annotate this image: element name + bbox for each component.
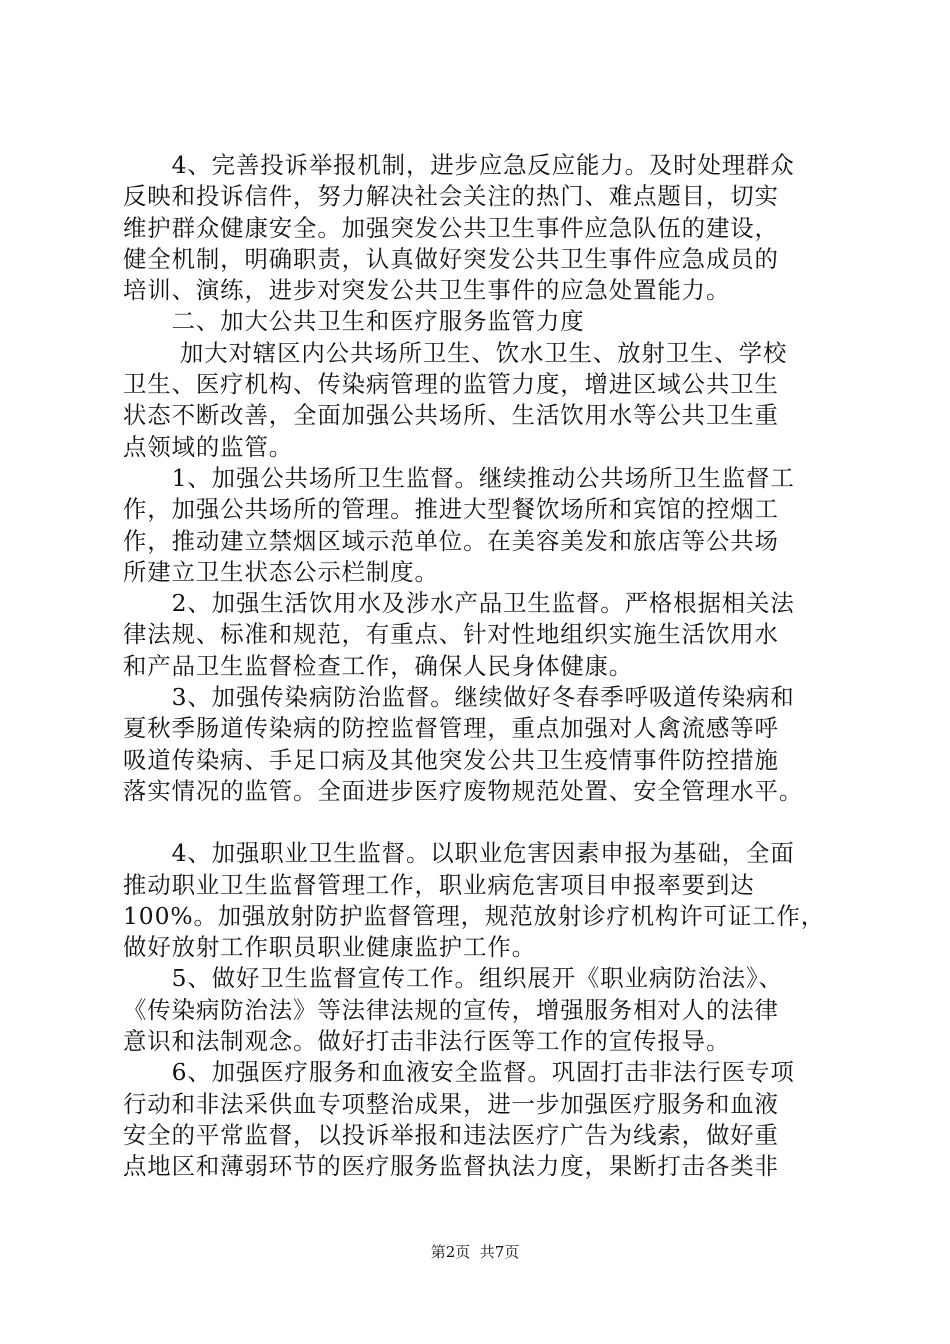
page-footer xyxy=(0,1242,950,1262)
text-line: 二、加大公共卫生和医疗服务监管力度 xyxy=(123,307,585,336)
text-line: 健全机制，明确职责，认真做好突发公共卫生事件应急成员的 xyxy=(123,244,779,273)
text-line: 作，加强公共场所的管理。推进大型餐饮场所和宾馆的控烟工 xyxy=(123,495,779,524)
text-line: 2、加强生活饮用水及涉水产品卫生监督。严格根据相关法 xyxy=(123,589,795,618)
paragraph-medical-blood-safety xyxy=(123,1057,843,1182)
text-line: 3、加强传染病防治监督。继续做好冬春季呼吸道传染病和 xyxy=(123,683,795,712)
text-line: 作，推动建立禁烟区域示范单位。在美容美发和旅店等公共场 xyxy=(123,526,779,555)
text-line: 卫生、医疗机构、传染病管理的监管力度，增进区域公共卫生 xyxy=(123,370,779,399)
text-line: 行动和非法采供血专项整治成果，进一步加强医疗服务和血液 xyxy=(123,1089,779,1118)
text-line: 所建立卫生状态公示栏制度。 xyxy=(123,557,439,586)
text-line: 4、完善投诉举报机制，进步应急反应能力。及时处理群众 xyxy=(123,151,795,179)
paragraph-section-two-intro xyxy=(123,338,843,463)
text-line: 吸道传染病、手足口病及其他突发公共卫生疫情事件防控措施 xyxy=(123,745,779,774)
heading-section-two xyxy=(123,306,843,337)
page-number-label: 第2页 共7页 xyxy=(430,1243,520,1261)
text-line: 安全的平常监督，以投诉举报和违法医疗广告为线索，做好重 xyxy=(123,1120,779,1149)
text-line: 意识和法制观念。做好打击非法行医等工作的宣传报导。 xyxy=(123,1027,731,1056)
text-line: 培训、演练，进步对突发公共卫生事件的应急处置能力。 xyxy=(123,276,731,305)
text-line: 加大对辖区内公共场所卫生、饮水卫生、放射卫生、学校 xyxy=(123,338,788,367)
text-line: 100%。加强放射防护监督管理，规范放射诊疗机构许可证工作， xyxy=(123,901,826,930)
text-line: 做好放射工作职员职业健康监护工作。 xyxy=(123,933,536,962)
text-line: 点地区和薄弱环节的医疗服务监督执法力度，果断打击各类非 xyxy=(123,1152,779,1181)
text-line: 夏秋季肠道传染病的防控监督管理，重点加强对人禽流感等呼 xyxy=(123,714,779,743)
text-line: 推动职业卫生监督管理工作，职业病危害项目申报率要到达 xyxy=(123,870,755,899)
text-line: 维护群众健康安全。加强突发公共卫生事件应急队伍的建设， xyxy=(123,213,779,242)
paragraph-drinking-water xyxy=(123,588,843,682)
text-line: 5、做好卫生监督宣传工作。组织展开《职业病防治法》、 xyxy=(123,964,783,993)
paragraph-occupational-health xyxy=(123,838,843,963)
text-line: 和产品卫生监督检查工作，确保人民身体健康。 xyxy=(123,651,634,680)
paragraph-public-places xyxy=(123,463,843,588)
text-line: 状态不断改善，全面加强公共场所、生活饮用水等公共卫生重 xyxy=(123,401,779,430)
text-line: 落实情况的监管。全面进步医疗废物规范处置、安全管理水平。 xyxy=(123,776,804,805)
paragraph-complaint-mechanism xyxy=(123,150,843,306)
paragraph-publicity xyxy=(123,963,843,1057)
text-line: 反映和投诉信件，努力解决社会关注的热门、难点题目，切实 xyxy=(123,182,779,211)
text-line: 1、加强公共场所卫生监督。继续推动公共场所卫生监督工 xyxy=(123,463,795,492)
text-line: 《传染病防治法》等法律法规的宣传，增强服务相对人的法律 xyxy=(123,995,779,1024)
document-body xyxy=(123,150,843,1183)
text-line: 点领域的监管。 xyxy=(123,432,294,461)
text-line: 律法规、标准和规范，有重点、针对性地组织实施生活饮用水 xyxy=(123,620,779,649)
paragraph-infectious-disease xyxy=(123,682,843,807)
text-line: 4、加强职业卫生监督。以职业危害因素申报为基础，全面 xyxy=(123,839,795,868)
text-line: 6、加强医疗服务和血液安全监督。巩固打击非法行医专项 xyxy=(123,1058,795,1087)
